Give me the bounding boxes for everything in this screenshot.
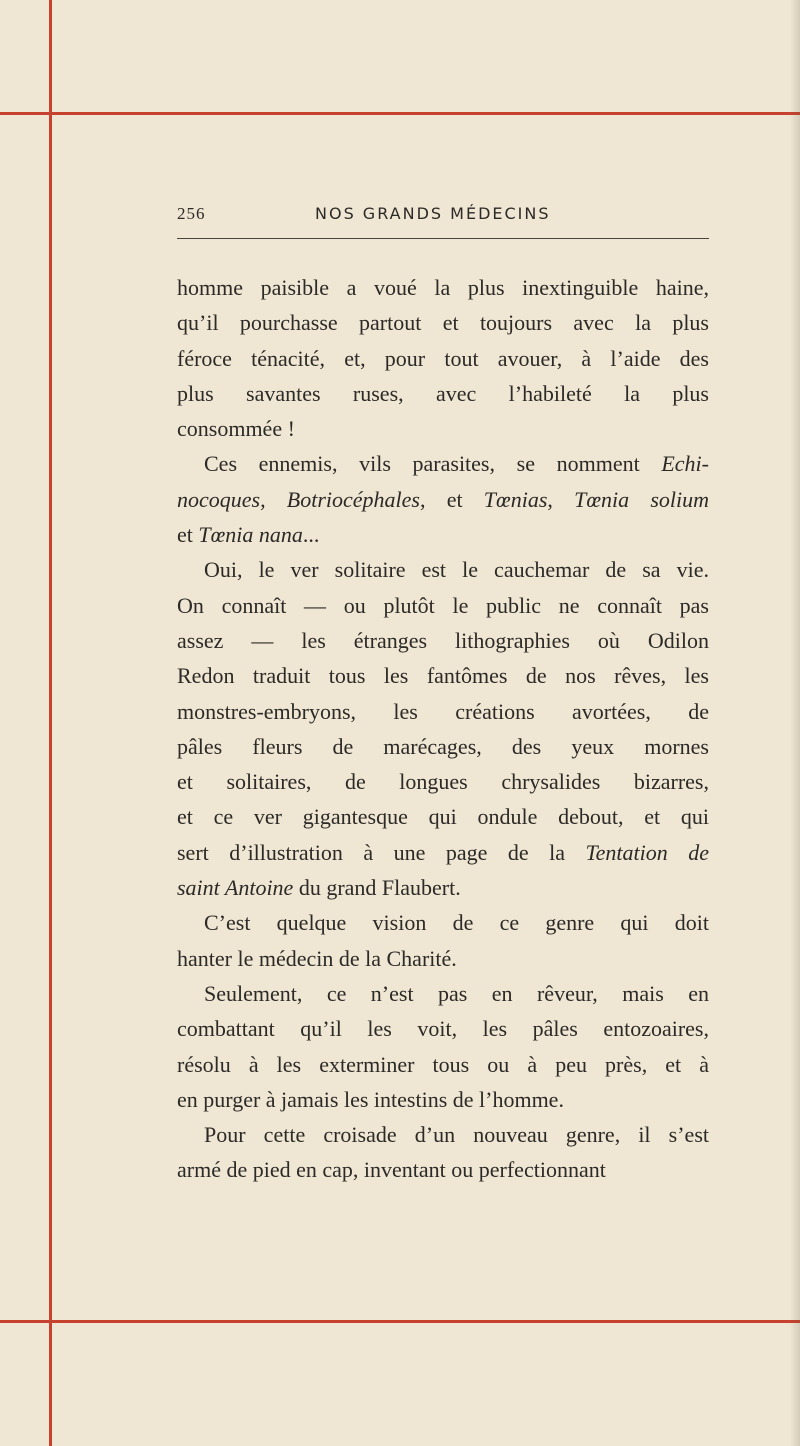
- text-span: , et: [420, 486, 484, 512]
- text-span: ,: [547, 486, 575, 512]
- running-title: NOS GRANDS MÉDECINS: [315, 204, 551, 223]
- text-line: [177, 1047, 709, 1082]
- paragraph: [177, 552, 709, 905]
- text-span: homme paisible a voué la plus inextinguible haine,: [177, 275, 709, 300]
- text-line: [177, 446, 709, 481]
- text-line: [177, 623, 709, 658]
- text-line: [177, 1117, 709, 1152]
- bottom-margin-rule: [0, 1320, 800, 1323]
- text-line: [177, 694, 709, 729]
- text-span: Oui, le ver solitaire est le cauchemar de sa vie.: [204, 557, 709, 583]
- text-line: [177, 1011, 709, 1046]
- text-line: [177, 799, 709, 834]
- text-line: [177, 729, 709, 764]
- paragraph: [177, 446, 709, 552]
- text-span: qu’il pourchasse partout et toujours avec la plus: [177, 310, 709, 336]
- paragraph: [177, 976, 709, 1117]
- text-span: en purger à jamais les intestins de l’homme.: [177, 1086, 564, 1112]
- page-number: 256: [177, 204, 206, 223]
- text-span: du grand Flaubert.: [293, 875, 461, 901]
- text-line: [177, 658, 709, 693]
- paragraph: [177, 905, 709, 976]
- text-span: plus savantes ruses, avec l’habileté la plus: [177, 380, 709, 406]
- text-line: [177, 588, 709, 623]
- text-span: assez — les étranges lithographies où Odilon: [177, 627, 709, 653]
- text-span: Pour cette croisade d’un nouveau genre, il s’est: [204, 1122, 709, 1148]
- text-line: [177, 376, 709, 411]
- text-span: sert d’illustration à une page de la: [177, 839, 586, 865]
- text-span: On connaît — ou plutôt le public ne connaît pas: [177, 592, 709, 618]
- text-line: [177, 411, 709, 446]
- text-span: armé de pied en cap, inventant ou perfectionnant: [177, 1157, 606, 1183]
- text-span: pâles fleurs de marécages, des yeux mornes: [177, 733, 709, 759]
- text-line: [177, 905, 709, 940]
- text-line: [177, 270, 709, 305]
- italic-span: Tentation de: [585, 839, 709, 865]
- text-span: monstres-embryons, les créations avortées, de: [177, 698, 709, 724]
- text-line: [177, 764, 709, 799]
- text-span: Seulement, ce n’est pas en rêveur, mais en: [204, 980, 709, 1006]
- text-span: et ce ver gigantesque qui ondule debout, et qui: [177, 804, 709, 830]
- text-line: [177, 941, 709, 976]
- text-line: [177, 341, 709, 376]
- left-margin-rule: [49, 0, 52, 1446]
- italic-span: Tœnia nana: [198, 522, 303, 548]
- text-line: [177, 835, 709, 870]
- text-line: [177, 976, 709, 1011]
- running-header: [177, 200, 709, 230]
- italic-span: Tœnias: [483, 486, 548, 512]
- text-span: ...: [302, 522, 320, 548]
- text-span: résolu à les exterminer tous ou à peu près, et à: [177, 1051, 709, 1077]
- body-text: [177, 270, 709, 1188]
- text-line: [177, 305, 709, 340]
- text-span: féroce ténacité, et, pour tout avouer, à l’aide des: [177, 345, 709, 371]
- text-span: et solitaires, de longues chrysalides bizarres,: [177, 769, 709, 795]
- text-line: [177, 1082, 709, 1117]
- text-span: Redon traduit tous les fantômes de nos rêves, les: [177, 663, 709, 689]
- text-span: et: [177, 522, 199, 548]
- text-line: [177, 517, 709, 552]
- italic-span: saint Antoine: [177, 875, 294, 901]
- header-divider: [177, 238, 709, 239]
- italic-span: Echi-: [661, 451, 709, 477]
- page-edge-shadow: [790, 0, 800, 1446]
- paragraph: [177, 270, 709, 446]
- text-span: consommée !: [177, 416, 295, 442]
- text-span: C’est quelque vision de ce genre qui doit: [204, 910, 709, 936]
- top-margin-rule: [0, 112, 800, 115]
- text-line: [177, 870, 709, 905]
- text-line: [177, 552, 709, 587]
- paragraph: [177, 1117, 709, 1188]
- italic-span: nocoques, Botriocéphales: [177, 486, 420, 512]
- text-span: combattant qu’il les voit, les pâles entozoaires,: [177, 1016, 709, 1042]
- text-line: [177, 482, 709, 517]
- text-span: hanter le médecin de la Charité.: [177, 945, 457, 971]
- text-span: Ces ennemis, vils parasites, se nomment: [204, 451, 662, 477]
- italic-span: Tœnia solium: [574, 486, 709, 512]
- text-line: [177, 1152, 709, 1187]
